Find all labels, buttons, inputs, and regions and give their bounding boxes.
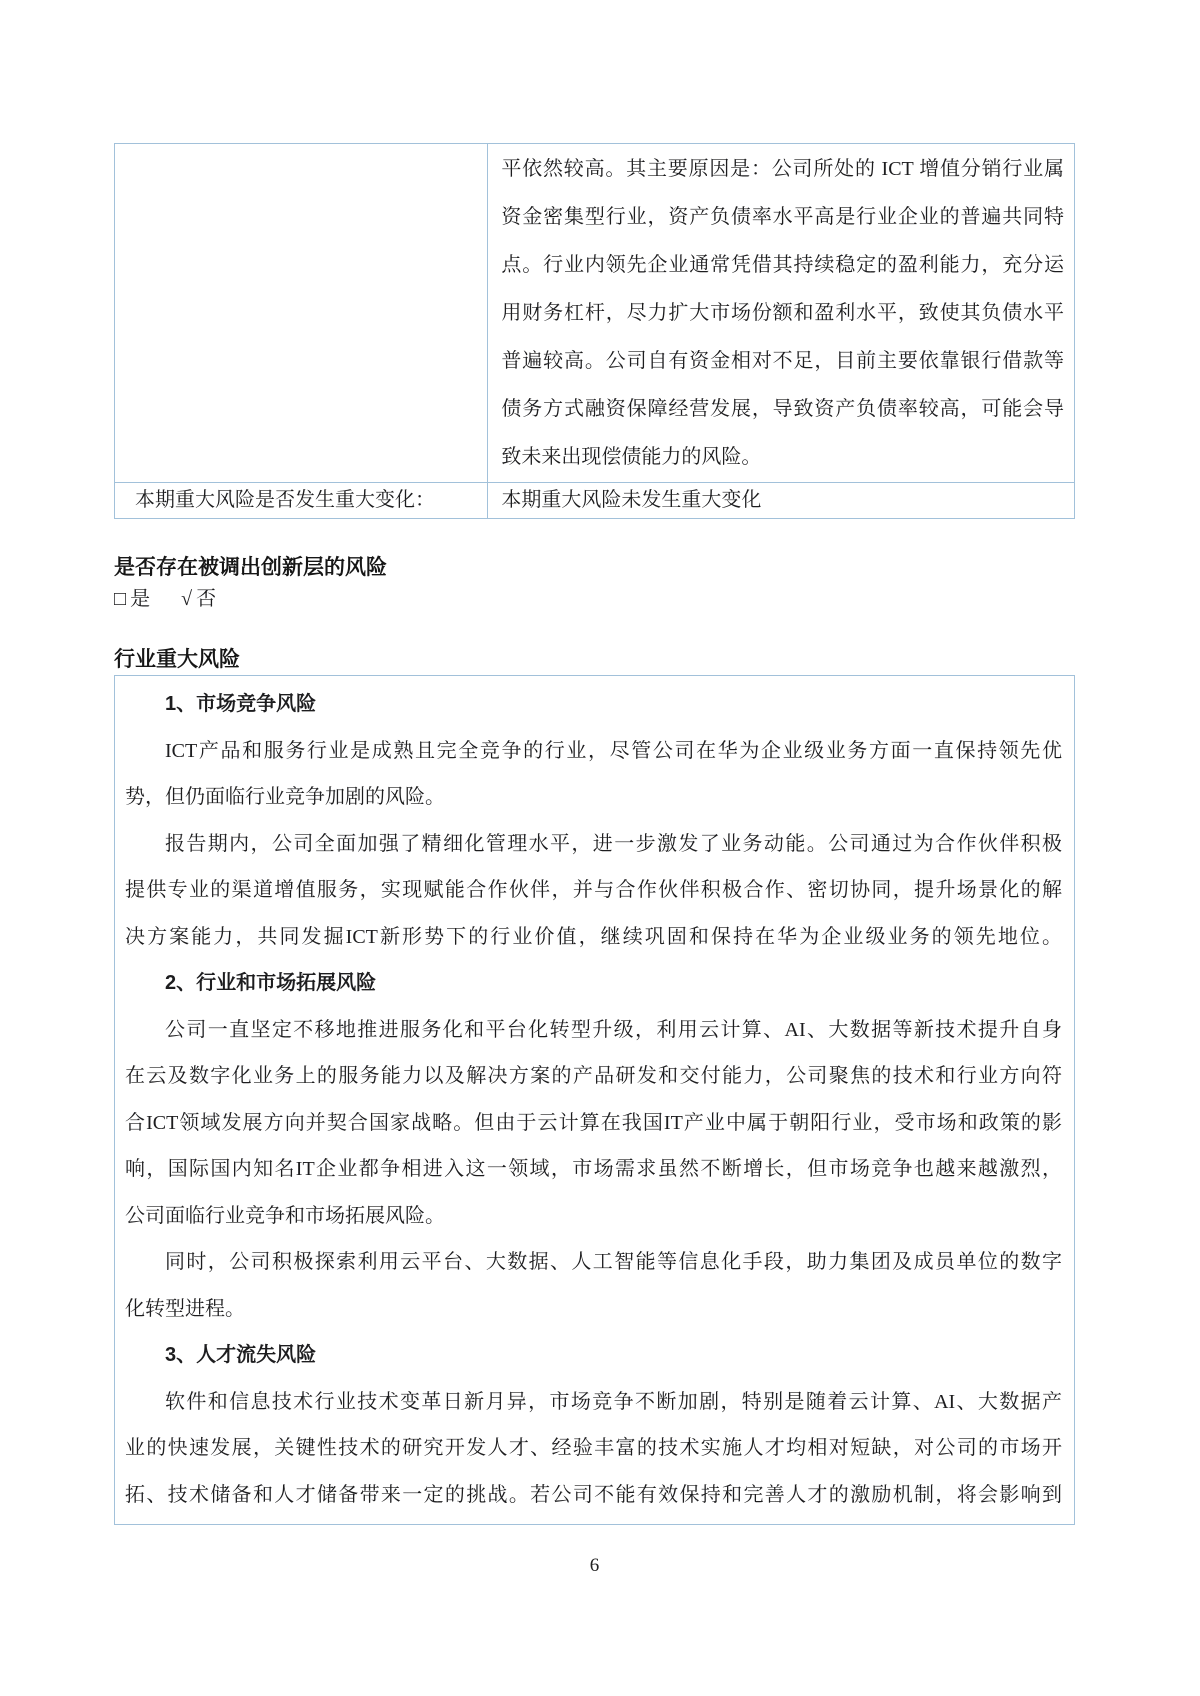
major-risk-table bbox=[114, 143, 1075, 519]
table-cell-label-empty bbox=[115, 144, 488, 483]
checkbox-no-label: 否 bbox=[196, 588, 217, 610]
risk-text-line: 1、市场竞争风险 bbox=[165, 693, 317, 715]
risk-text-line: 响，国际国内知名IT企业都争相进入这一领域，市场需求虽然不断增长，但市场竞争也越来越激烈， bbox=[125, 1158, 1062, 1180]
risk-text-line: 业的快速发展，关键性技术的研究开发人才、经验丰富的技术实施人才均相对短缺，对公司的市场开 bbox=[125, 1437, 1062, 1459]
risk-description-line: 普遍较高。公司自有资金相对不足，目前主要依靠银行借款等 bbox=[501, 350, 1064, 372]
risk-description-line: 用财务杠杆，尽力扩大市场份额和盈利水平，致使其负债水平 bbox=[501, 302, 1064, 324]
checkbox-option-yes bbox=[114, 587, 150, 611]
risk-text-line: 化转型进程。 bbox=[125, 1297, 245, 1320]
risk-text-line: 提供专业的渠道增值服务，实现赋能合作伙伴，并与合作伙伴积极合作、密切协同，提升场景化的解 bbox=[125, 879, 1062, 901]
risk-text-line: 公司面临行业竞争和市场拓展风险。 bbox=[125, 1204, 445, 1227]
risk-text-line: 决方案能力，共同发掘ICT新形势下的行业价值，继续巩固和保持在华为企业级业务的领先地位。 bbox=[125, 925, 1062, 948]
page-number: 6 bbox=[589, 1555, 600, 1576]
delist-risk-heading: 是否存在被调出创新层的风险 bbox=[114, 556, 387, 579]
industry-risk-box bbox=[114, 675, 1075, 1525]
risk-text-line: 势，但仍面临行业竞争加剧的风险。 bbox=[125, 786, 445, 808]
risk-text-line: 3、人才流失风险 bbox=[165, 1344, 317, 1366]
table-cell-risk-description bbox=[488, 144, 1075, 483]
risk-text-line: 拓、技术储备和人才储备带来一定的挑战。若公司不能有效保持和完善人才的激励机制，将会影响到 bbox=[125, 1483, 1062, 1506]
table-cell-label: 本期重大风险是否发生重大变化： bbox=[115, 483, 488, 519]
risk-description-line: 点。行业内领先企业通常凭借其持续稳定的盈利能力，充分运 bbox=[501, 254, 1064, 276]
table-row bbox=[115, 144, 1075, 483]
checkbox-option-no bbox=[181, 587, 216, 611]
risk-description-line: 债务方式融资保障经营发展，导致资产负债率较高，可能会导 bbox=[501, 398, 1064, 420]
risk-description-line: 资金密集型行业，资产负债率水平高是行业企业的普遍共同特 bbox=[501, 206, 1064, 228]
table-cell-value: 本期重大风险未发生重大变化 bbox=[488, 483, 1075, 519]
risk-text-line: 同时，公司积极探索利用云平台、大数据、人工智能等信息化手段，助力集团及成员单位的数字 bbox=[165, 1251, 1062, 1273]
risk-text-line: 2、行业和市场拓展风险 bbox=[165, 972, 377, 994]
document-page bbox=[114, 0, 1075, 1577]
table-row bbox=[115, 483, 1075, 519]
checkbox-unchecked-icon: □ bbox=[114, 588, 127, 610]
checkbox-yes-label: 是 bbox=[130, 588, 151, 610]
risk-description-line: 平依然较高。其主要原因是：公司所处的 ICT 增值分销行业属 bbox=[501, 158, 1064, 180]
check-mark-icon: √ bbox=[181, 588, 193, 610]
risk-text-line: 合ICT领域发展方向并契合国家战略。但由于云计算在我国IT产业中属于朝阳行业，受市场和政策的影 bbox=[125, 1111, 1062, 1134]
delist-risk-options bbox=[114, 587, 1075, 611]
risk-text-line: 软件和信息技术行业技术变革日新月异，市场竞争不断加剧，特别是随着云计算、AI、大数据产 bbox=[165, 1390, 1062, 1413]
risk-text-line: ICT产品和服务行业是成熟且完全竞争的行业，尽管公司在华为企业级业务方面一直保持领先优 bbox=[165, 739, 1062, 762]
industry-risk-heading: 行业重大风险 bbox=[114, 648, 240, 671]
risk-text-line: 报告期内，公司全面加强了精细化管理水平，进一步激发了业务动能。公司通过为合作伙伴积极 bbox=[165, 832, 1062, 855]
risk-text-line: 公司一直坚定不移地推进服务化和平台化转型升级，利用云计算、AI、大数据等新技术提升自身 bbox=[165, 1018, 1062, 1041]
risk-description-line: 致未来出现偿债能力的风险。 bbox=[501, 446, 762, 468]
risk-text-line: 在云及数字化业务上的服务能力以及解决方案的产品研发和交付能力，公司聚焦的技术和行业方向符 bbox=[125, 1065, 1062, 1087]
